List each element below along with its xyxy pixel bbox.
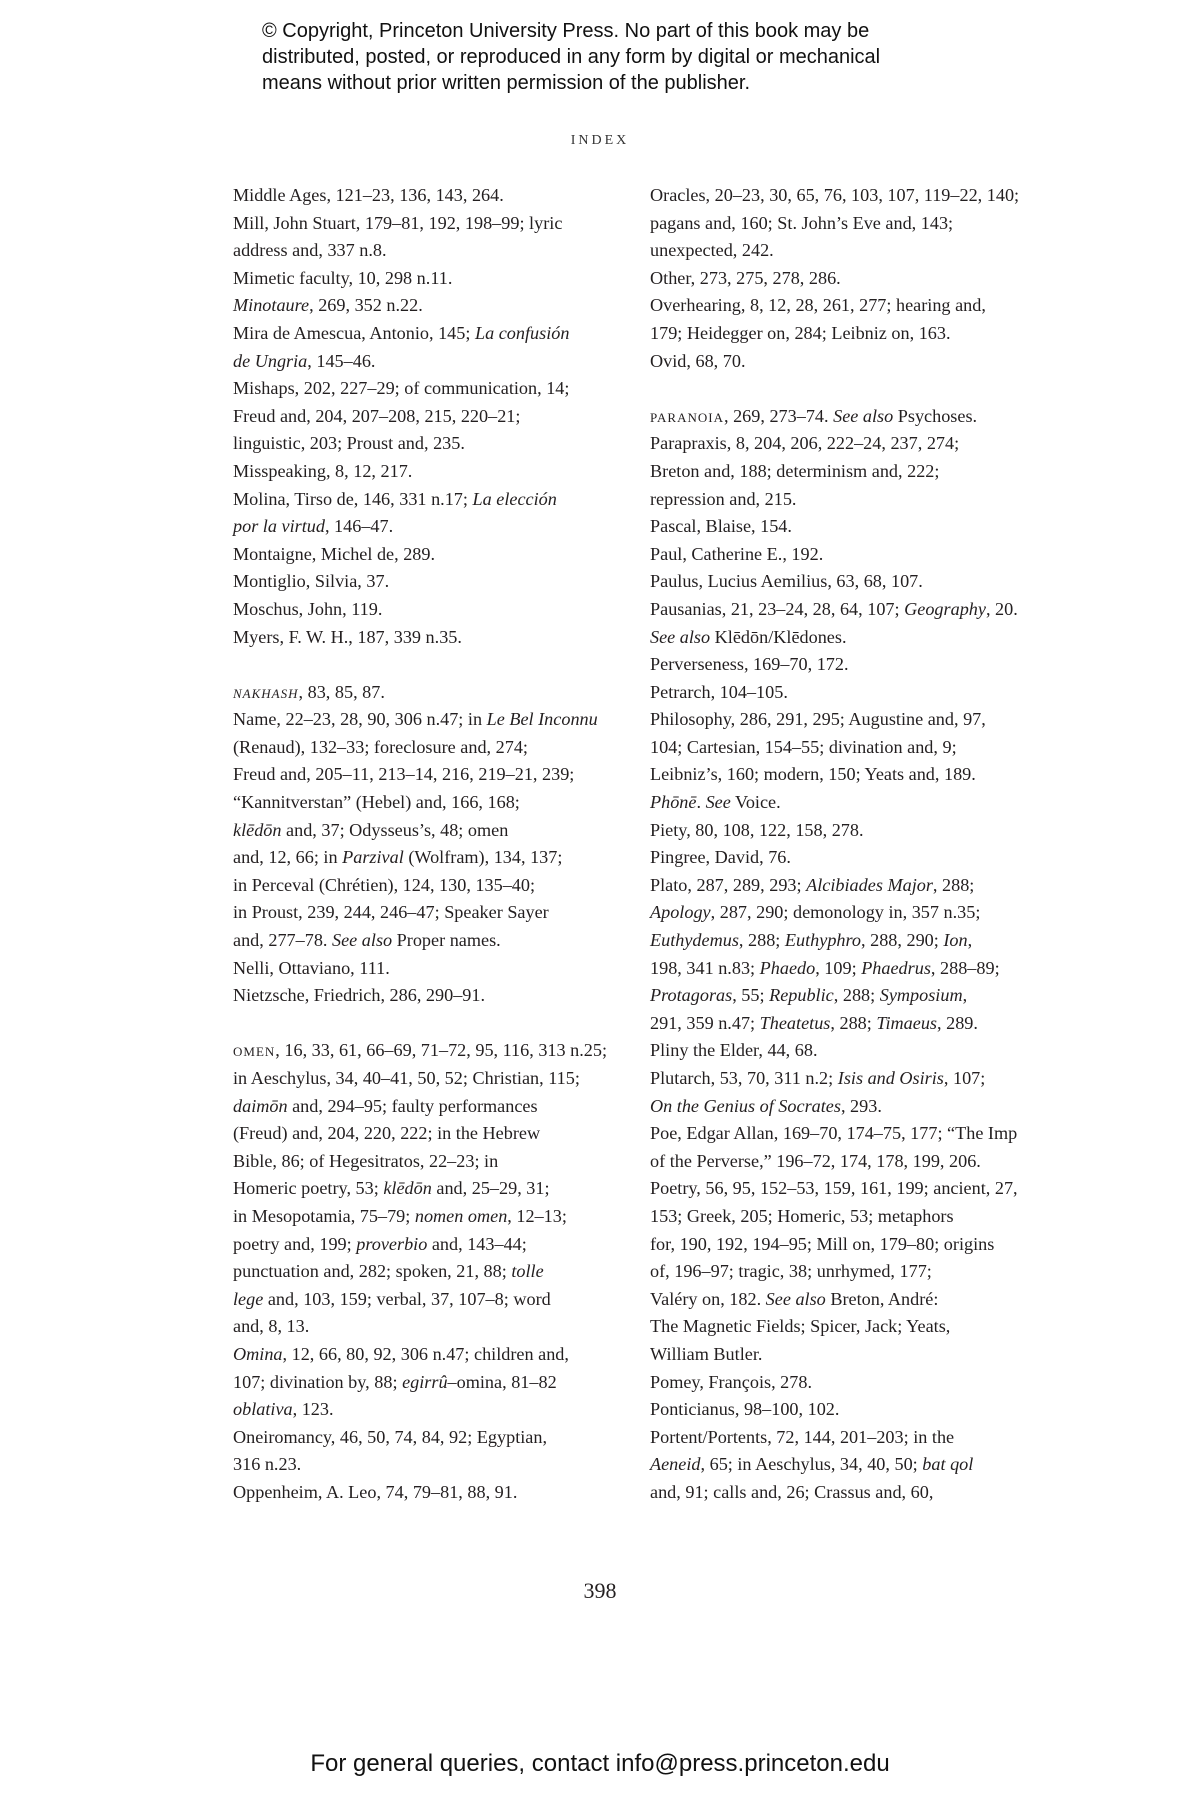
index-entry [233,1037,613,1341]
index-entry-line: Poetry, 56, 95, 152–53, 159, 161, 199; ancient, 27, [650,1178,1018,1199]
index-entry [650,1037,1038,1065]
index-entry [233,982,613,1010]
index-entry [650,679,1038,707]
index-entry [650,182,1038,265]
index-entry-line: Breton and, 188; determinism and, 222; [650,460,940,481]
copyright-notice [262,18,962,96]
index-entry [650,568,1038,596]
index-entry-line: poetry and, 199; proverbio and, 143–44; [233,1233,527,1254]
index-entry-line: omen, 16, 33, 61, 66–69, 71–72, 95, 116, 313 n.25; [233,1040,608,1061]
index-entry [650,817,1038,845]
index-entry-line: Oneiromancy, 46, 50, 74, 84, 92; Egyptian, [233,1426,548,1447]
index-entry-line: nakhash, 83, 85, 87. [233,681,385,702]
section-gap [233,651,613,679]
index-entry-line: of the Perverse,” 196–72, 174, 178, 199, 206. [650,1150,981,1171]
index-entry-line: Ponticianus, 98–100, 102. [650,1399,840,1420]
index-column-right [650,182,1038,1507]
index-entry [650,1424,1038,1507]
index-entry-line: 153; Greek, 205; Homeric, 53; metaphors [650,1205,954,1226]
index-entry-line: paranoia, 269, 273–74. See also Psychoses. [650,405,978,426]
index-entry-line: Mira de Amescua, Antonio, 145; La confusión [233,322,570,343]
index-entry-line: Nelli, Ottaviano, 111. [233,957,390,978]
index-entry-line: Pascal, Blaise, 154. [650,516,792,537]
index-entry-line: Bible, 86; of Hegesitratos, 22–23; in [233,1150,499,1171]
copyright-line: © Copyright, Princeton University Press. No part of this book may be [262,20,870,42]
index-entry-line: pagans and, 160; St. John’s Eve and, 143; [650,212,954,233]
index-entry-line: and, 91; calls and, 26; Crassus and, 60, [650,1481,934,1502]
index-entry [233,1479,613,1507]
index-entry-line: Philosophy, 286, 291, 295; Augustine and, 97, [650,709,986,730]
index-entry-line: Parapraxis, 8, 204, 206, 222–24, 237, 274; [650,433,960,454]
index-entry-line: address and, 337 n.8. [233,240,387,261]
index-entry-line: Mimetic faculty, 10, 298 n.11. [233,267,453,288]
index-entry-line: Paul, Catherine E., 192. [650,543,824,564]
index-entry-line: Misspeaking, 8, 12, 217. [233,460,413,481]
index-entry-line: 198, 341 n.83; Phaedo, 109; Phaedrus, 288–89; [650,957,1000,978]
index-entry-line: Leibniz’s, 160; modern, 150; Yeats and, 189. [650,764,976,785]
index-entry-line: oblativa, 123. [233,1399,334,1420]
page-number: 398 [583,1578,617,1603]
running-head: INDEX [570,133,630,148]
section-gap [233,1010,613,1038]
index-entry-line: Phōnē. See Voice. [650,792,781,813]
index-entry-line: Oracles, 20–23, 30, 65, 76, 103, 107, 119–22, 140; [650,185,1020,205]
index-entry-line: Pomey, François, 278. [650,1371,812,1392]
index-entry-line: Aeneid, 65; in Aeschylus, 34, 40, 50; bat qol [650,1454,974,1475]
index-entry [233,458,613,486]
index-entry-line: Mill, John Stuart, 179–81, 192, 198–99; lyric [233,212,563,233]
index-entry-line: Montaigne, Michel de, 289. [233,543,436,564]
index-entry-line: daimōn and, 294–95; faulty performances [233,1095,538,1116]
index-entry-line: 291, 359 n.47; Theatetus, 288; Timaeus, 289. [650,1012,978,1033]
index-entry-line: Pliny the Elder, 44, 68. [650,1040,818,1061]
index-entry [650,789,1038,817]
index-entry-line: de Ungria, 145–46. [233,350,376,371]
index-entry [233,568,613,596]
index-entry-line: and, 12, 66; in Parzival (Wolfram), 134, 137; [233,847,563,868]
index-entry-line: Mishaps, 202, 227–29; of communication, 14; [233,378,570,399]
index-entry [233,265,613,293]
index-entry-line: Perverseness, 169–70, 172. [650,654,849,675]
copyright-line: distributed, posted, or reproduced in any form by digital or mechanical [262,46,881,68]
index-entry-line: punctuation and, 282; spoken, 21, 88; tolle [233,1261,544,1282]
index-entry-line: Molina, Tirso de, 146, 331 n.17; La elección [233,488,557,509]
index-entry-line: Paulus, Lucius Aemilius, 63, 68, 107. [650,571,923,592]
index-entry-line: Freud and, 204, 207–208, 215, 220–21; [233,405,521,426]
index-entry-line: and, 277–78. See also Proper names. [233,930,501,951]
index-entry-line: Montiglio, Silvia, 37. [233,571,390,592]
index-entry-line: Protagoras, 55; Republic, 288; Symposium, [650,985,968,1006]
index-column-left [233,182,613,1507]
index-entry-line: 104; Cartesian, 154–55; divination and, 9; [650,736,957,757]
index-entry-line: 316 n.23. [233,1454,302,1475]
index-entry-line: (Freud) and, 204, 220, 222; in the Hebrew [233,1123,541,1144]
index-entry-line: Myers, F. W. H., 187, 339 n.35. [233,626,462,647]
index-entry [233,596,613,624]
index-entry [233,955,613,983]
index-entry [233,1424,613,1479]
index-entry-line: Apology, 287, 290; demonology in, 357 n.35; [650,902,981,923]
index-entry [650,1369,1038,1397]
index-entry [650,1065,1038,1120]
index-entry-line: in Proust, 239, 244, 246–47; Speaker Sayer [233,902,549,923]
index-entry-line: lege and, 103, 159; verbal, 37, 107–8; word [233,1288,551,1309]
index-entry [650,403,1038,431]
index-entry-line: Freud and, 205–11, 213–14, 216, 219–21, 239; [233,764,575,785]
index-entry-line: Oppenheim, A. Leo, 74, 79–81, 88, 91. [233,1481,518,1502]
index-entry [650,651,1038,679]
index-entry-line: Minotaure, 269, 352 n.22. [233,295,423,316]
index-entry [233,292,613,320]
index-entry-line: Plato, 287, 289, 293; Alcibiades Major, 288; [650,874,975,895]
index-entry-line: Omina, 12, 66, 80, 92, 306 n.47; children and, [233,1343,569,1364]
index-entry-line: in Perceval (Chrétien), 124, 130, 135–40; [233,874,536,895]
index-entry-line: Piety, 80, 108, 122, 158, 278. [650,819,864,840]
index-entry-line: of, 196–97; tragic, 38; unrhymed, 177; [650,1261,932,1282]
index-entry [650,348,1038,376]
copyright-line: means without prior written permission of the publisher. [262,72,751,94]
index-entry-line: Homeric poetry, 53; klēdōn and, 25–29, 31; [233,1178,550,1199]
index-entry-line: Moschus, John, 119. [233,598,383,619]
index-entry-line: Pingree, David, 76. [650,847,791,868]
index-entry [650,430,1038,513]
index-entry-line: in Mesopotamia, 75–79; nomen omen, 12–13; [233,1205,567,1226]
index-entry-line: Name, 22–23, 28, 90, 306 n.47; in Le Bel Inconnu [233,709,598,730]
index-entry-line: klēdōn and, 37; Odysseus’s, 48; omen [233,819,509,840]
index-entry-line: Plutarch, 53, 70, 311 n.2; Isis and Osiris, 107; [650,1068,986,1088]
section-gap [650,375,1038,403]
index-entry-line: Pausanias, 21, 23–24, 28, 64, 107; Geography, 20. [650,598,1018,619]
index-entry [650,1175,1038,1368]
index-entry-line: Nietzsche, Friedrich, 286, 290–91. [233,985,486,1006]
index-entry-line: See also Klēdōn/Klēdones. [650,626,847,647]
index-entry-line: Other, 273, 275, 278, 286. [650,267,841,288]
index-entry-line: unexpected, 242. [650,240,774,261]
index-entry [233,1341,613,1424]
index-entry-line: William Butler. [650,1343,763,1364]
index-entry-line: The Magnetic Fields; Spicer, Jack; Yeats, [650,1316,951,1337]
index-entry [233,210,613,265]
index-entry [233,182,613,210]
index-entry [650,1120,1038,1175]
index-entry [650,706,1038,789]
index-entry [233,486,613,541]
index-entry [650,541,1038,569]
index-entry [650,596,1038,651]
index-entry-line: Portent/Portents, 72, 144, 201–203; in the [650,1426,955,1447]
index-entry [233,320,613,375]
index-entry [650,265,1038,293]
index-entry-line: Euthydemus, 288; Euthyphro, 288, 290; Ion, [650,930,973,951]
index-entry-line: (Renaud), 132–33; foreclosure and, 274; [233,736,528,757]
index-entry-line: “Kannitverstan” (Hebel) and, 166, 168; [233,792,520,813]
index-entry-line: for, 190, 192, 194–95; Mill on, 179–80; origins [650,1233,995,1254]
index-entry [233,706,613,954]
index-entry [233,624,613,652]
index-entry [233,679,613,707]
index-entry-line: and, 8, 13. [233,1316,310,1337]
index-entry-line: Middle Ages, 121–23, 136, 143, 264. [233,185,504,205]
index-entry [233,541,613,569]
index-entry [650,844,1038,872]
index-entry [650,292,1038,347]
index-entry-line: Petrarch, 104–105. [650,681,788,702]
index-entry-line: Poe, Edgar Allan, 169–70, 174–75, 177; “The Imp [650,1123,1018,1144]
index-entry-line: On the Genius of Socrates, 293. [650,1095,882,1116]
index-entry [650,513,1038,541]
index-entry-line: linguistic, 203; Proust and, 235. [233,433,465,454]
index-entry-line: repression and, 215. [650,488,797,509]
index-entry [650,872,1038,1038]
footer-contact: For general queries, contact info@press.princeton.edu [310,1750,890,1777]
index-entry-line: 179; Heidegger on, 284; Leibniz on, 163. [650,322,951,343]
index-entry-line: Valéry on, 182. See also Breton, André: [650,1288,939,1309]
index-entry-line: 107; divination by, 88; egirrû–omina, 81–82 [233,1371,557,1392]
index-entry-line: in Aeschylus, 34, 40–41, 50, 52; Christian, 115; [233,1068,580,1088]
index-entry-line: por la virtud, 146–47. [233,516,394,537]
index-entry [233,375,613,458]
index-entry-line: Ovid, 68, 70. [650,350,746,371]
index-entry [650,1396,1038,1424]
index-entry-line: Overhearing, 8, 12, 28, 261, 277; hearing and, [650,295,986,316]
